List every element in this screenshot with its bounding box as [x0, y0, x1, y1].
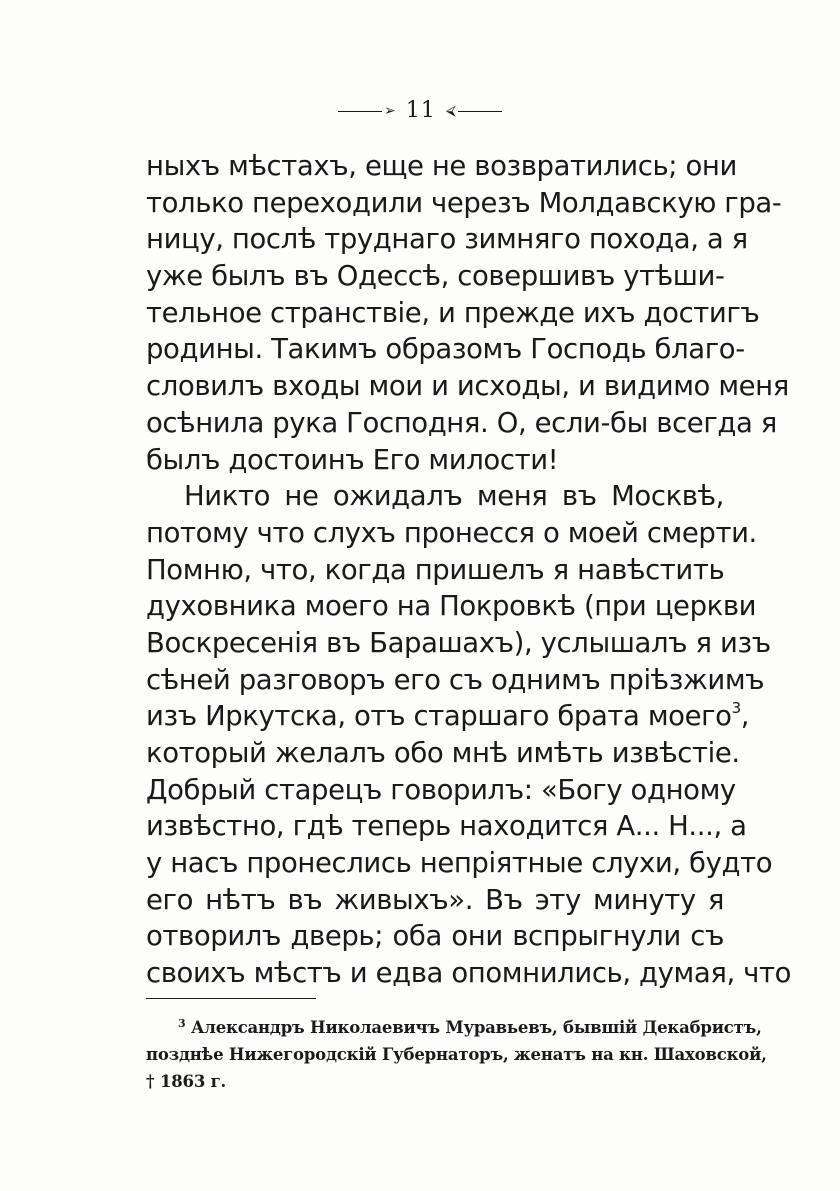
text-line: который желалъ обо мнѣ имѣть извѣстіе. [146, 737, 740, 769]
page-number: 11 [405, 98, 436, 123]
footnote-divider [146, 998, 316, 999]
text-line: Помню, что, когда пришелъ я навѣстить [146, 553, 725, 586]
text-line: тельное странствіе, и прежде ихъ достигъ [146, 296, 760, 329]
header-ornament-right: ⮘ [445, 103, 456, 119]
text-line: у насъ пронеслись непріятные слухи, будто [146, 847, 773, 880]
text-line: родины. Такимъ образомъ Господь благо- [146, 333, 745, 366]
footnote-reference: 3 [731, 699, 741, 718]
text-line: уже былъ въ Одессѣ, совершивъ утѣши- [146, 260, 725, 293]
text-line: только переходили черезъ Молдавскую гра- [146, 186, 782, 219]
text-line: осѣнила рука Господня. О, если-бы всегда я [146, 406, 777, 439]
header-rule-right [458, 111, 502, 112]
footnote-line: позднѣе Нижегородскій Губернаторъ, женатъ на кн. Шаховской, [146, 1045, 767, 1064]
page-header [0, 96, 840, 126]
text-line: сѣней разговоръ его съ однимъ пріѣзжимъ [146, 663, 765, 696]
header-ornament-left: ➢ [384, 103, 396, 119]
footnote-mark: 3 [178, 1017, 186, 1030]
text-line: Воскресенія въ Барашахъ), услышалъ я изъ [146, 626, 771, 659]
footnote-line [146, 1014, 762, 1041]
text-line: словилъ входы мои и исходы, и видимо меня [146, 370, 789, 403]
text-line-paragraph-start: Никто не ожидалъ меня въ Москвѣ, [184, 480, 724, 513]
text-line: ницу, послѣ труднаго зимняго похода, а я [146, 223, 748, 256]
footnote-ref-comma: , [740, 700, 750, 733]
text-line: ныхъ мѣстахъ, еще не возвратились; они [146, 150, 737, 182]
header-rule-left [338, 111, 382, 112]
text-line: своихъ мѣстъ и едва опомнились, думая, что [146, 957, 792, 990]
text-line: его нѣтъ въ живыхъ». Въ эту минуту я [146, 883, 724, 916]
footnote-text: Александръ Николаевичъ Муравьевъ, бывшій Декабристъ, [191, 1018, 762, 1037]
text-line-with-footnote-ref [146, 698, 750, 735]
text-line: былъ достоинъ Его милости! [146, 443, 559, 476]
text-line: Добрый старецъ говорилъ: «Богу одному [146, 773, 736, 806]
footnote [146, 1014, 767, 1095]
text-line: извѣстно, гдѣ теперь находится А... Н..., а [146, 810, 747, 843]
footnote-line: † 1863 г. [146, 1072, 227, 1091]
text-line: духовника моего на Покровкѣ (при церкви [146, 590, 757, 623]
body-text [146, 148, 792, 992]
text-line-content: изъ Иркутска, отъ старшаго брата моего [146, 700, 732, 733]
text-line: отворилъ дверь; оба они вспрыгнули съ [146, 920, 724, 953]
text-line: потому что слухъ пронесся о моей смерти. [146, 516, 757, 549]
